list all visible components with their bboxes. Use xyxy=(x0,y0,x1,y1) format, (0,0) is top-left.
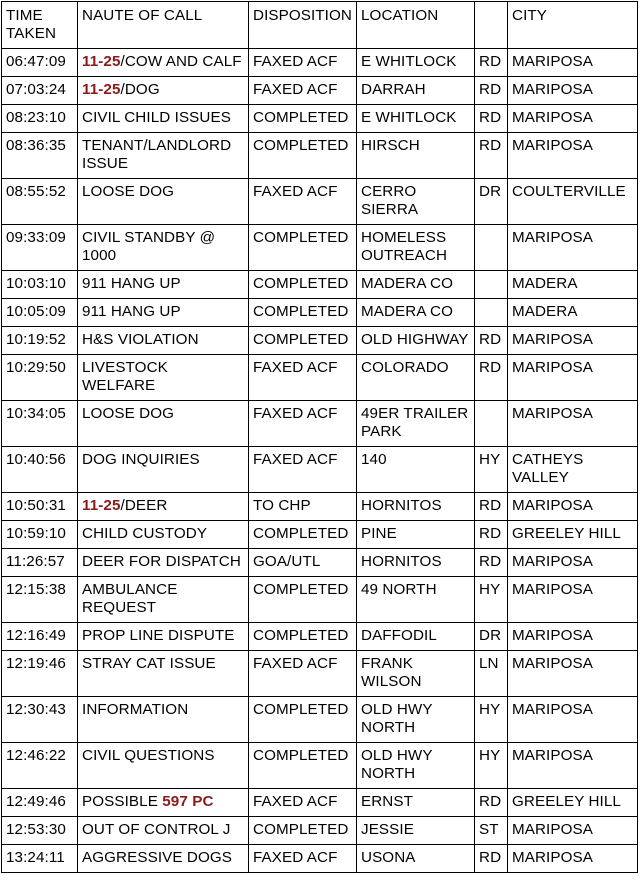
cell-nature xyxy=(78,49,249,77)
cell-location: HOMELESS OUTREACH xyxy=(357,225,475,271)
call-nature-text: DOG INQUIRIES xyxy=(82,451,200,468)
cell-location: ERNST xyxy=(357,789,475,817)
table-row xyxy=(2,179,638,225)
cell-disposition: COMPLETED xyxy=(249,521,357,549)
call-nature-text: CIVIL STANDBY @ 1000 xyxy=(82,229,216,264)
cell-city: MARIPOSA xyxy=(508,623,638,651)
cell-nature xyxy=(78,743,249,789)
cell-disposition: COMPLETED xyxy=(249,577,357,623)
call-code: 11-25 xyxy=(82,81,121,98)
call-nature-text: H&S VIOLATION xyxy=(82,331,199,348)
cell-nature xyxy=(78,623,249,651)
cell-city: GREELEY HILL xyxy=(508,521,638,549)
call-nature-text: 911 HANG UP xyxy=(82,303,181,320)
cell-disposition: COMPLETED xyxy=(249,271,357,299)
cell-nature xyxy=(78,817,249,845)
cell-nature xyxy=(78,401,249,447)
header-suffix xyxy=(475,2,508,49)
cell-suffix: RD xyxy=(475,133,508,179)
cell-time: 10:29:50 xyxy=(2,355,78,401)
cell-suffix: RD xyxy=(475,521,508,549)
cell-disposition: GOA/UTL xyxy=(249,549,357,577)
cell-nature xyxy=(78,299,249,327)
cell-time: 10:59:10 xyxy=(2,521,78,549)
cell-city: MARIPOSA xyxy=(508,743,638,789)
cell-disposition: COMPLETED xyxy=(249,697,357,743)
call-nature-text: TENANT/LANDLORD ISSUE xyxy=(82,137,232,172)
cell-city: MARIPOSA xyxy=(508,493,638,521)
cell-time: 10:40:56 xyxy=(2,447,78,493)
cell-location: E WHITLOCK xyxy=(357,105,475,133)
cell-disposition: FAXED ACF xyxy=(249,77,357,105)
header-row xyxy=(2,2,638,49)
cell-time: 06:47:09 xyxy=(2,49,78,77)
cell-disposition: COMPLETED xyxy=(249,133,357,179)
cell-time: 10:19:52 xyxy=(2,327,78,355)
cell-time: 09:33:09 xyxy=(2,225,78,271)
cell-city: GREELEY HILL xyxy=(508,789,638,817)
call-nature-text: AGGRESSIVE DOGS xyxy=(82,849,233,866)
cell-suffix: RD xyxy=(475,789,508,817)
cell-nature xyxy=(78,845,249,873)
cell-nature xyxy=(78,651,249,697)
cell-suffix: HY xyxy=(475,697,508,743)
cell-city: MARIPOSA xyxy=(508,105,638,133)
cell-suffix: RD xyxy=(475,105,508,133)
cell-suffix: ST xyxy=(475,817,508,845)
cell-disposition: FAXED ACF xyxy=(249,179,357,225)
cell-location: OLD HWY NORTH xyxy=(357,743,475,789)
cell-city: MADERA xyxy=(508,299,638,327)
call-nature-text: PROP LINE DISPUTE xyxy=(82,627,235,644)
cell-disposition: COMPLETED xyxy=(249,327,357,355)
cell-suffix: RD xyxy=(475,49,508,77)
cell-location: 49ER TRAILER PARK xyxy=(357,401,475,447)
cell-city: MARIPOSA xyxy=(508,77,638,105)
cell-suffix: DR xyxy=(475,179,508,225)
call-nature-text: AMBULANCE REQUEST xyxy=(82,581,178,616)
cell-city: MARIPOSA xyxy=(508,225,638,271)
cell-location: COLORADO xyxy=(357,355,475,401)
table-row xyxy=(2,133,638,179)
cell-disposition: FAXED ACF xyxy=(249,845,357,873)
cell-location: MADERA CO xyxy=(357,299,475,327)
cell-time: 12:16:49 xyxy=(2,623,78,651)
cell-nature xyxy=(78,105,249,133)
cell-nature xyxy=(78,77,249,105)
call-nature-text: /COW AND CALF xyxy=(120,53,242,70)
table-row xyxy=(2,549,638,577)
cell-time: 12:19:46 xyxy=(2,651,78,697)
table-row xyxy=(2,521,638,549)
cell-disposition: FAXED ACF xyxy=(249,401,357,447)
call-nature-text: /DOG xyxy=(120,81,160,98)
cell-city: MARIPOSA xyxy=(508,549,638,577)
cell-suffix: RD xyxy=(475,493,508,521)
cell-suffix: HY xyxy=(475,743,508,789)
cell-location: DARRAH xyxy=(357,77,475,105)
cell-nature xyxy=(78,225,249,271)
table-row xyxy=(2,845,638,873)
cell-location: USONA xyxy=(357,845,475,873)
cell-disposition: FAXED ACF xyxy=(249,49,357,77)
cell-time: 12:53:30 xyxy=(2,817,78,845)
cell-time: 10:03:10 xyxy=(2,271,78,299)
cell-disposition: COMPLETED xyxy=(249,299,357,327)
call-nature-text: INFORMATION xyxy=(82,701,189,718)
cell-disposition: FAXED ACF xyxy=(249,355,357,401)
table-row xyxy=(2,299,638,327)
cell-city: COULTERVILLE xyxy=(508,179,638,225)
cell-disposition: COMPLETED xyxy=(249,105,357,133)
cell-location: OLD HIGHWAY xyxy=(357,327,475,355)
table-row xyxy=(2,49,638,77)
cell-nature xyxy=(78,697,249,743)
cell-time: 10:34:05 xyxy=(2,401,78,447)
cell-location: CERRO SIERRA xyxy=(357,179,475,225)
cell-suffix: DR xyxy=(475,623,508,651)
call-nature-text: LIVESTOCK WELFARE xyxy=(82,359,168,394)
cell-nature xyxy=(78,549,249,577)
cell-city: MARIPOSA xyxy=(508,845,638,873)
cell-suffix xyxy=(475,225,508,271)
cell-location: E WHITLOCK xyxy=(357,49,475,77)
table-row xyxy=(2,651,638,697)
cell-time: 07:03:24 xyxy=(2,77,78,105)
cell-city: MADERA xyxy=(508,271,638,299)
header-nature: NAUTE OF CALL xyxy=(78,2,249,49)
table-row xyxy=(2,447,638,493)
cell-city: MARIPOSA xyxy=(508,577,638,623)
cell-suffix xyxy=(475,299,508,327)
cell-location: PINE xyxy=(357,521,475,549)
cell-city: MARIPOSA xyxy=(508,327,638,355)
call-nature-text: CHILD CUSTODY xyxy=(82,525,208,542)
table-row xyxy=(2,271,638,299)
cell-location: FRANK WILSON xyxy=(357,651,475,697)
cell-location: 140 xyxy=(357,447,475,493)
cell-nature xyxy=(78,327,249,355)
cell-suffix: RD xyxy=(475,327,508,355)
call-code: 11-25 xyxy=(82,497,121,514)
table-row xyxy=(2,225,638,271)
call-nature-text: 911 HANG UP xyxy=(82,275,181,292)
cell-nature xyxy=(78,179,249,225)
table-row xyxy=(2,327,638,355)
call-code: 597 PC xyxy=(162,793,214,810)
call-nature-text: POSSIBLE xyxy=(82,793,163,810)
call-code: 11-25 xyxy=(82,53,121,70)
cell-suffix: RD xyxy=(475,355,508,401)
header-time: TIME TAKEN xyxy=(2,2,78,49)
cell-nature xyxy=(78,789,249,817)
cell-city: MARIPOSA xyxy=(508,133,638,179)
cell-nature xyxy=(78,447,249,493)
cell-city: MARIPOSA xyxy=(508,651,638,697)
cell-city: MARIPOSA xyxy=(508,355,638,401)
cell-disposition: FAXED ACF xyxy=(249,789,357,817)
cell-nature xyxy=(78,133,249,179)
call-nature-text: LOOSE DOG xyxy=(82,183,175,200)
call-nature-text: /DEER xyxy=(120,497,168,514)
cell-city: MARIPOSA xyxy=(508,697,638,743)
table-row xyxy=(2,789,638,817)
table-row xyxy=(2,401,638,447)
header-disposition: DISPOSITION xyxy=(249,2,357,49)
cell-disposition: FAXED ACF xyxy=(249,651,357,697)
cell-suffix: RD xyxy=(475,845,508,873)
cell-city: MARIPOSA xyxy=(508,817,638,845)
cell-time: 12:49:46 xyxy=(2,789,78,817)
cell-time: 13:24:11 xyxy=(2,845,78,873)
cell-suffix xyxy=(475,271,508,299)
cell-time: 11:26:57 xyxy=(2,549,78,577)
call-nature-text: DEER FOR DISPATCH xyxy=(82,553,241,570)
cell-suffix: RD xyxy=(475,549,508,577)
table-body xyxy=(2,49,638,873)
call-nature-text: CIVIL QUESTIONS xyxy=(82,747,215,764)
cell-nature xyxy=(78,355,249,401)
cell-disposition: COMPLETED xyxy=(249,225,357,271)
table-row xyxy=(2,697,638,743)
call-nature-text: STRAY CAT ISSUE xyxy=(82,655,216,672)
cell-location: DAFFODIL xyxy=(357,623,475,651)
cell-location: HIRSCH xyxy=(357,133,475,179)
table-row xyxy=(2,493,638,521)
cell-time: 08:55:52 xyxy=(2,179,78,225)
cell-city: MARIPOSA xyxy=(508,49,638,77)
cell-location: JESSIE xyxy=(357,817,475,845)
cell-nature xyxy=(78,271,249,299)
cell-suffix: LN xyxy=(475,651,508,697)
cell-city: CATHEYS VALLEY xyxy=(508,447,638,493)
cell-disposition: FAXED ACF xyxy=(249,447,357,493)
header-location: LOCATION xyxy=(357,2,475,49)
cell-suffix xyxy=(475,401,508,447)
cell-location: OLD HWY NORTH xyxy=(357,697,475,743)
cell-nature xyxy=(78,493,249,521)
cell-time: 08:36:35 xyxy=(2,133,78,179)
call-log-table xyxy=(1,1,638,873)
cell-time: 12:15:38 xyxy=(2,577,78,623)
cell-location: MADERA CO xyxy=(357,271,475,299)
cell-suffix: HY xyxy=(475,577,508,623)
cell-suffix: RD xyxy=(475,77,508,105)
cell-location: HORNITOS xyxy=(357,549,475,577)
cell-time: 12:46:22 xyxy=(2,743,78,789)
table-row xyxy=(2,623,638,651)
cell-city: MARIPOSA xyxy=(508,401,638,447)
cell-disposition: COMPLETED xyxy=(249,623,357,651)
cell-nature xyxy=(78,577,249,623)
call-nature-text: LOOSE DOG xyxy=(82,405,175,422)
call-nature-text: CIVIL CHILD ISSUES xyxy=(82,109,231,126)
table-row xyxy=(2,817,638,845)
cell-time: 08:23:10 xyxy=(2,105,78,133)
cell-time: 10:05:09 xyxy=(2,299,78,327)
cell-location: 49 NORTH xyxy=(357,577,475,623)
call-nature-text: OUT OF CONTROL J xyxy=(82,821,231,838)
table-row xyxy=(2,77,638,105)
cell-time: 10:50:31 xyxy=(2,493,78,521)
cell-nature xyxy=(78,521,249,549)
cell-disposition: TO CHP xyxy=(249,493,357,521)
table-row xyxy=(2,105,638,133)
cell-location: HORNITOS xyxy=(357,493,475,521)
table-row xyxy=(2,355,638,401)
table-row xyxy=(2,577,638,623)
cell-suffix: HY xyxy=(475,447,508,493)
cell-disposition: COMPLETED xyxy=(249,743,357,789)
cell-disposition: COMPLETED xyxy=(249,817,357,845)
header-city: CITY xyxy=(508,2,638,49)
cell-time: 12:30:43 xyxy=(2,697,78,743)
table-row xyxy=(2,743,638,789)
